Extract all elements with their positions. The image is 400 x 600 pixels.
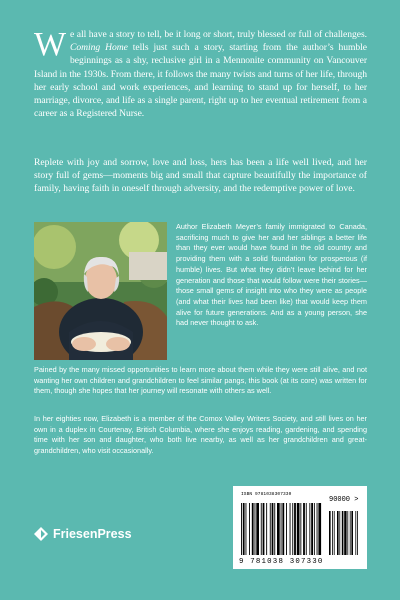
price-code: 90000 > — [329, 496, 359, 504]
intro-paragraph — [34, 28, 367, 120]
author-photo-image — [34, 222, 167, 360]
intro-text-after: tells just such a story, starting from the author’s humble beginnings as a shy, reclusive girl in a Mennonite community on Vancouver Island in the 1930s. From there, it follows the many twists and turns of her life, through her early school and work experiences, and learning to stand up for herself, to her marriage, divorce, and life as a single parent, right up to her eventual retirement from a career as a Registered Nurse. — [34, 42, 367, 120]
replete-paragraph: Replete with joy and sorrow, love and loss, hers has been a life well lived, and her story full of gems—moments big and small that capture beautifully the importance of family, having faith in oneself through adversity, and the redemptive power of love. — [34, 157, 367, 195]
pained-paragraph: Pained by the many missed opportunities to learn more about them while they were still alive, and not wanting her own children and grandchildren to feel similar pangs, this book (at its core) was written for them, though she hopes that her journey will resonate with others as well. — [34, 365, 367, 396]
publisher-name: FriesenPress — [53, 527, 132, 541]
book-title: Coming Home — [70, 42, 128, 54]
barcode-panel — [233, 486, 367, 569]
isbn-label: ISBN 9781038307330 — [241, 492, 292, 497]
author-bio-paragraph: Author Elizabeth Meyer’s family immigrated to Canada, sacrificing much to give her and her siblings a better life than they ever would have found in the old country and providing them with a solid foundation for prosperous (if humble) lives. But what they didn’t leave behind for her generation and those that would follow were their stories—those small gems of insight into who they were as people (and what their lives had been like) that would keep them alive for future generations. And as a young person, she had never thought to ask. — [176, 222, 367, 328]
intro-text-before: e all have a story to tell, be it long or short, truly blessed or full of challenges. — [70, 29, 367, 40]
publisher-mark — [34, 524, 132, 544]
author-photo — [34, 222, 167, 360]
friesenpress-logo-icon — [34, 527, 48, 541]
barcode-bars — [239, 503, 361, 558]
eighties-paragraph: In her eighties now, Elizabeth is a member of the Comox Valley Writers Society, and still lives on her own in a duplex in Courtenay, British Columbia, where she enjoys reading, gardening, and spending time with her son and daughter, who both live nearby, as well as her grandchildren and great-grandchildren, who visit occasionally. — [34, 414, 367, 456]
isbn-digits: 9 781038 307330 — [239, 558, 324, 566]
drop-cap: W — [34, 26, 67, 63]
